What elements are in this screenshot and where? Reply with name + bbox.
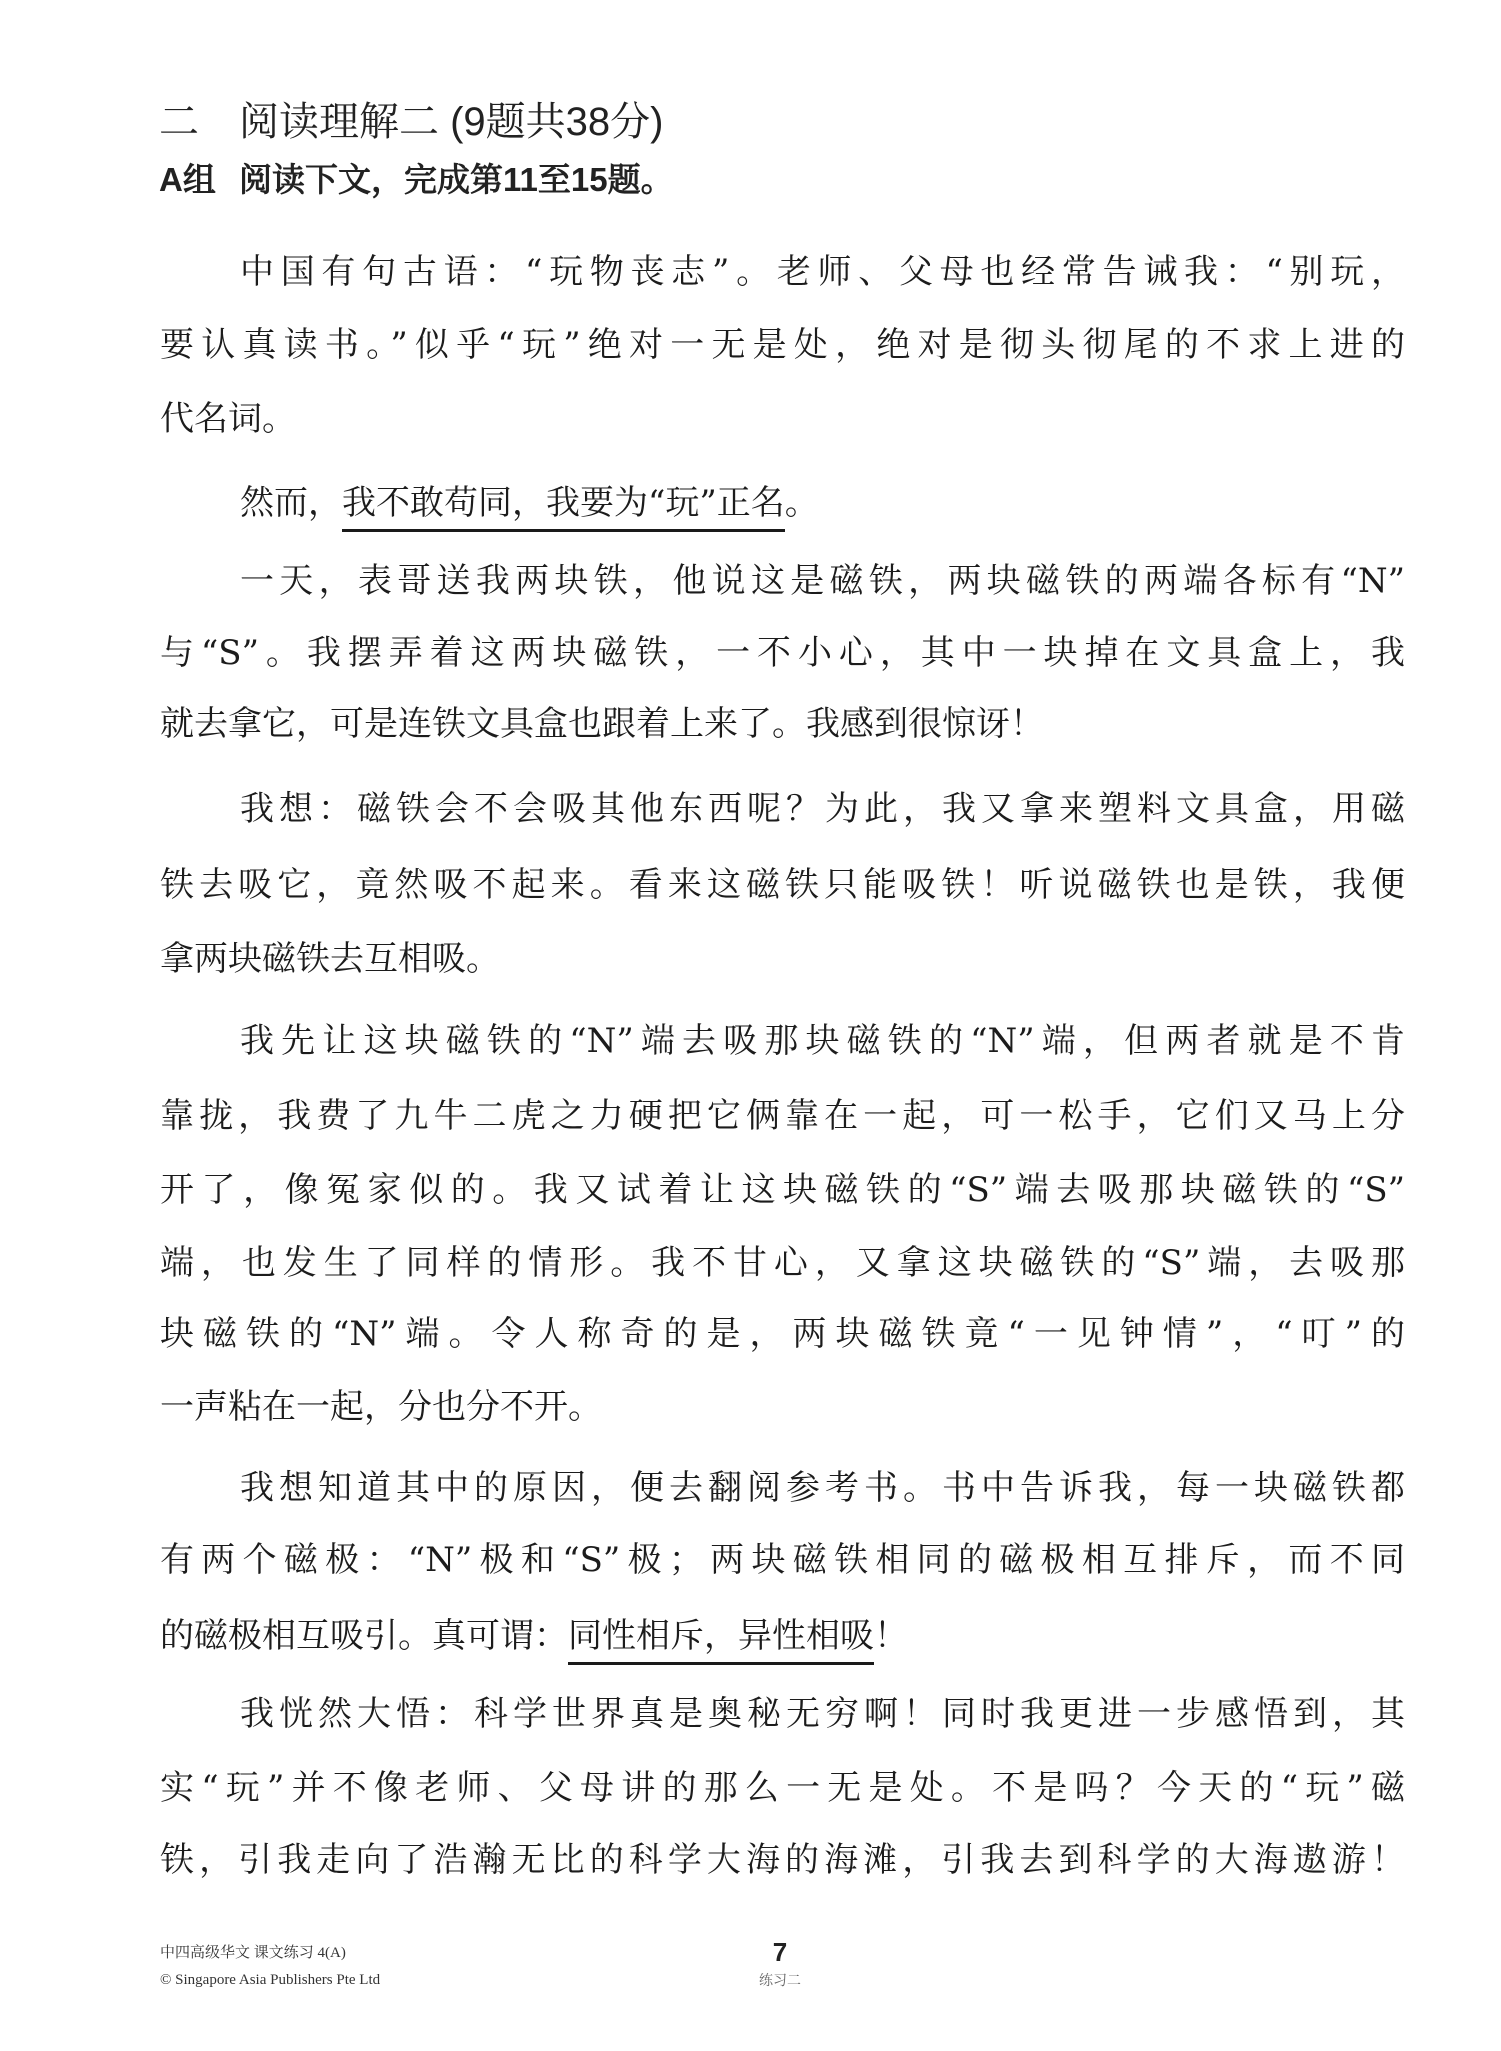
p5-line-2: 靠拢，我费了九牛二虎之力硬把它俩靠在一起，可一松手，它们又马上分 [160,1096,1405,1136]
instruction-text: 阅读下文，完成第11至15题。 [239,161,674,198]
p2-suffix: 。 [784,483,819,523]
p6-line-1: 我想知道其中的原因，便去翻阅参考书。书中告诉我，每一块磁铁都 [240,1468,1405,1508]
copyright-notice: © Singapore Asia Publishers Pte Ltd [160,1972,381,1988]
book-title: 中四高级华文 课文练习 4(A) [160,1945,346,1961]
p5-line-3: 开了，像冤家似的。我又试着让这块磁铁的“S”端去吸那块磁铁的“S” [160,1170,1405,1210]
p6-suffix: ！ [874,1616,908,1656]
p4-line-2: 铁去吸它，竟然吸不起来。看来这磁铁只能吸铁！听说磁铁也是铁，我便 [160,865,1405,905]
underlined-conclusion: 同性相斥，异性相吸 [568,1616,874,1665]
p4-line-1: 我想：磁铁会不会吸其他东西呢？为此，我又拿来塑料文具盒，用磁 [240,789,1405,829]
section-number: 二 [159,100,199,144]
p7-line-2: 实“玩”并不像老师、父母讲的那么一无是处。不是吗？今天的“玩”磁 [160,1768,1405,1808]
section-title: 阅读理解二 (9题共38分) [239,100,664,144]
p1-line-1: 中国有句古语：“玩物丧志”。老师、父母也经常告诫我：“别玩， [240,252,1405,292]
page-number: 7 [772,1937,788,1967]
p2-prefix: 然而， [240,483,342,523]
p1-line-2: 要认真读书。”似乎“玩”绝对一无是处，绝对是彻头彻尾的不求上进的 [160,325,1405,365]
p5-line-4: 端，也发生了同样的情形。我不甘心，又拿这块磁铁的“S”端，去吸那 [160,1243,1405,1283]
p6-prefix: 的磁极相互吸引。真可谓： [160,1616,568,1656]
section-heading [159,98,664,146]
footer-credits [160,1940,380,1994]
p6-line-3 [160,1614,1405,1658]
group-instruction [159,160,674,200]
p3-line-1: 一天，表哥送我两块铁，他说这是磁铁，两块磁铁的两端各标有“N” [240,561,1405,601]
p5-line-1: 我先让这块磁铁的“N”端去吸那块磁铁的“N”端，但两者就是不肯 [240,1021,1405,1061]
p7-line-1: 我恍然大悟：科学世界真是奥秘无穷啊！同时我更进一步感悟到，其 [240,1694,1405,1734]
p5-line-6: 一声粘在一起，分也分不开。 [160,1387,602,1427]
group-label: A组 [159,161,216,198]
p2-line-1 [240,481,1405,525]
exercise-label: 练习二 [759,1973,801,1989]
p5-line-5: 块磁铁的“N”端。令人称奇的是，两块磁铁竟“一见钟情”，“叮”的 [160,1314,1405,1354]
p3-line-3: 就去拿它，可是连铁文具盒也跟着上来了。我感到很惊讶！ [160,704,1044,744]
p1-line-3: 代名词。 [160,399,296,439]
p4-line-3: 拿两块磁铁去互相吸。 [160,939,500,979]
p3-line-2: 与“S”。我摆弄着这两块磁铁，一不小心，其中一块掉在文具盒上，我 [160,633,1405,673]
p7-line-3: 铁，引我走向了浩瀚无比的科学大海的海滩，引我去到科学的大海遨游！ [160,1840,1405,1880]
p6-line-2: 有两个磁极：“N”极和“S”极；两块磁铁相同的磁极相互排斥，而不同 [160,1540,1405,1580]
underlined-key-sentence: 我不敢苟同，我要为“玩”正名 [342,483,785,532]
